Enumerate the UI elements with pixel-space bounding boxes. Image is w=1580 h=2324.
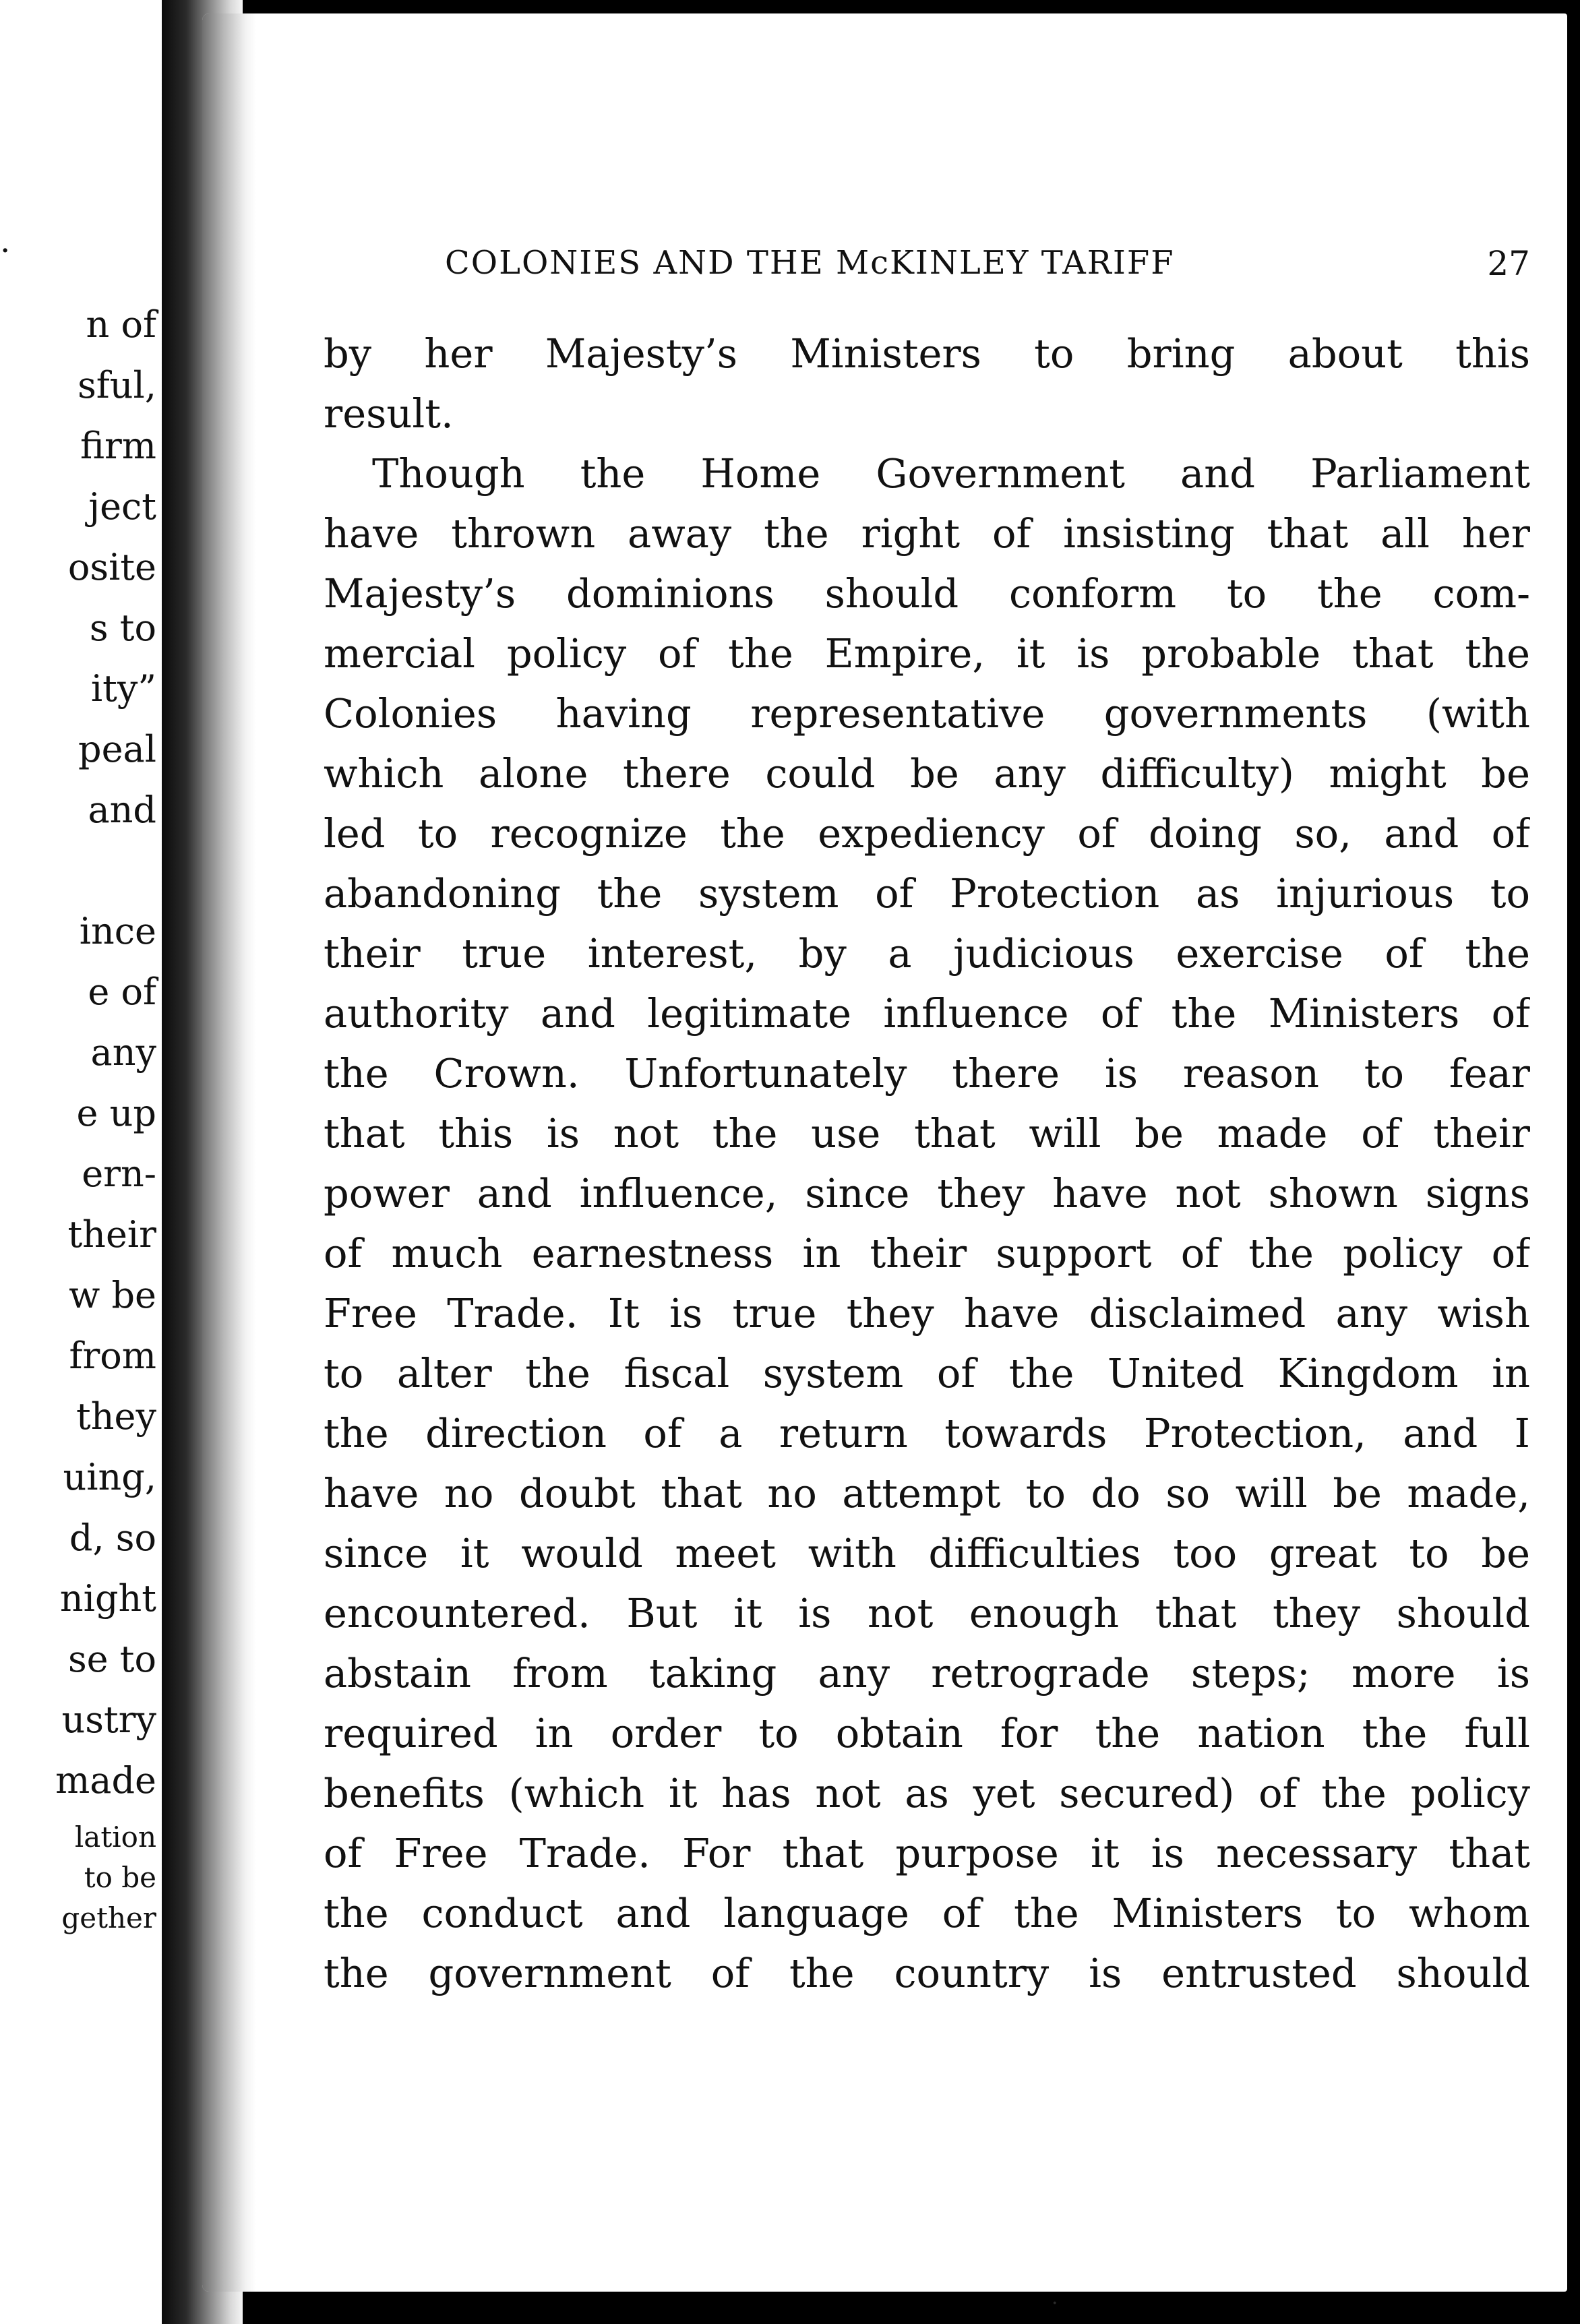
text-line: mercial policy of the Empire, it is probable that the [324, 630, 1530, 677]
left-fragment: ity” [90, 667, 156, 710]
left-footnote-fragment: lation [74, 1821, 156, 1854]
left-fragment: osite [67, 546, 156, 588]
text-line: to alter the fiscal system of the United Kingdom in [324, 1350, 1530, 1397]
text-line: authority and legitimate influence of the Ministers of [324, 990, 1530, 1037]
left-fragment: e up [76, 1092, 156, 1134]
left-fragment: their [67, 1213, 156, 1256]
text-line: Majesty’s dominions should conform to the com- [324, 570, 1530, 617]
text-line: Free Trade. It is true they have disclaimed any wish [324, 1290, 1530, 1337]
left-fragment: s to [89, 607, 156, 649]
body-text [324, 324, 1530, 2003]
left-fragment: ject [88, 485, 156, 528]
text-line: required in order to obtain for the nation the full [324, 1710, 1530, 1756]
left-fragment: from [69, 1335, 156, 1377]
left-fragment: se to [67, 1638, 156, 1680]
left-footnote-fragment: to be [84, 1861, 156, 1894]
left-fragment: ustry [61, 1699, 156, 1741]
text-line: Though the Home Government and Parliament [372, 450, 1530, 497]
running-head-title: COLONIES AND THE McKINLEY TARIFF [445, 244, 1175, 282]
text-line: which alone there could be any difficulty) might be [324, 750, 1530, 797]
left-fragment: they [76, 1395, 156, 1438]
running-head [445, 244, 1530, 291]
left-footnote-fragment: gether [61, 1901, 156, 1934]
text-line: by her Majesty’s Ministers to bring about this [324, 330, 1530, 377]
text-line: power and influence, since they have not shown signs [324, 1170, 1530, 1217]
left-page-mark: . [0, 222, 11, 260]
text-line: abstain from taking any retrograde steps; more is [324, 1650, 1530, 1696]
left-fragment: and [88, 789, 156, 831]
left-fragment: any [90, 1031, 156, 1074]
left-facing-page [0, 0, 162, 2324]
left-fragment: ince [79, 910, 156, 952]
right-page [202, 13, 1567, 2292]
left-fragment: d, so [69, 1517, 156, 1559]
scan-speck: · [1052, 2292, 1058, 2315]
page-number: 27 [1487, 244, 1530, 283]
text-line: the direction of a return towards Protection, and I [324, 1410, 1530, 1457]
text-line: of Free Trade. For that purpose it is necessary that [324, 1830, 1530, 1876]
text-line: the conduct and language of the Ministers to whom [324, 1890, 1530, 1936]
left-fragment: sful, [78, 364, 156, 406]
left-fragment: ern- [82, 1153, 156, 1195]
text-line: Colonies having representative governments (with [324, 690, 1530, 737]
text-line: have thrown away the right of insisting that all her [324, 510, 1530, 557]
text-line: have no doubt that no attempt to do so will be made, [324, 1470, 1530, 1517]
text-line: abandoning the system of Protection as injurious to [324, 870, 1530, 917]
left-fragment: w be [69, 1274, 156, 1316]
left-fragment: uing, [63, 1456, 156, 1498]
text-line: their true interest, by a judicious exercise of the [324, 930, 1530, 977]
left-fragment: made [55, 1759, 156, 1802]
left-fragment: n of [86, 303, 156, 346]
text-line: that this is not the use that will be made of their [324, 1110, 1530, 1157]
left-fragment: firm [80, 425, 156, 467]
text-line: the government of the country is entrusted should [324, 1950, 1530, 1996]
text-line: benefits (which it has not as yet secured) of the policy [324, 1770, 1530, 1816]
text-line: encountered. But it is not enough that they should [324, 1590, 1530, 1637]
text-line: since it would meet with difficulties too great to be [324, 1530, 1530, 1577]
text-line: of much earnestness in their support of the policy of [324, 1230, 1530, 1277]
text-line: result. [324, 390, 454, 437]
text-line: led to recognize the expediency of doing so, and of [324, 810, 1530, 857]
left-fragment: night [59, 1577, 156, 1620]
left-fragment: peal [78, 728, 156, 770]
left-fragment: e of [88, 971, 156, 1013]
text-line: the Crown. Unfortunately there is reason to fear [324, 1050, 1530, 1097]
